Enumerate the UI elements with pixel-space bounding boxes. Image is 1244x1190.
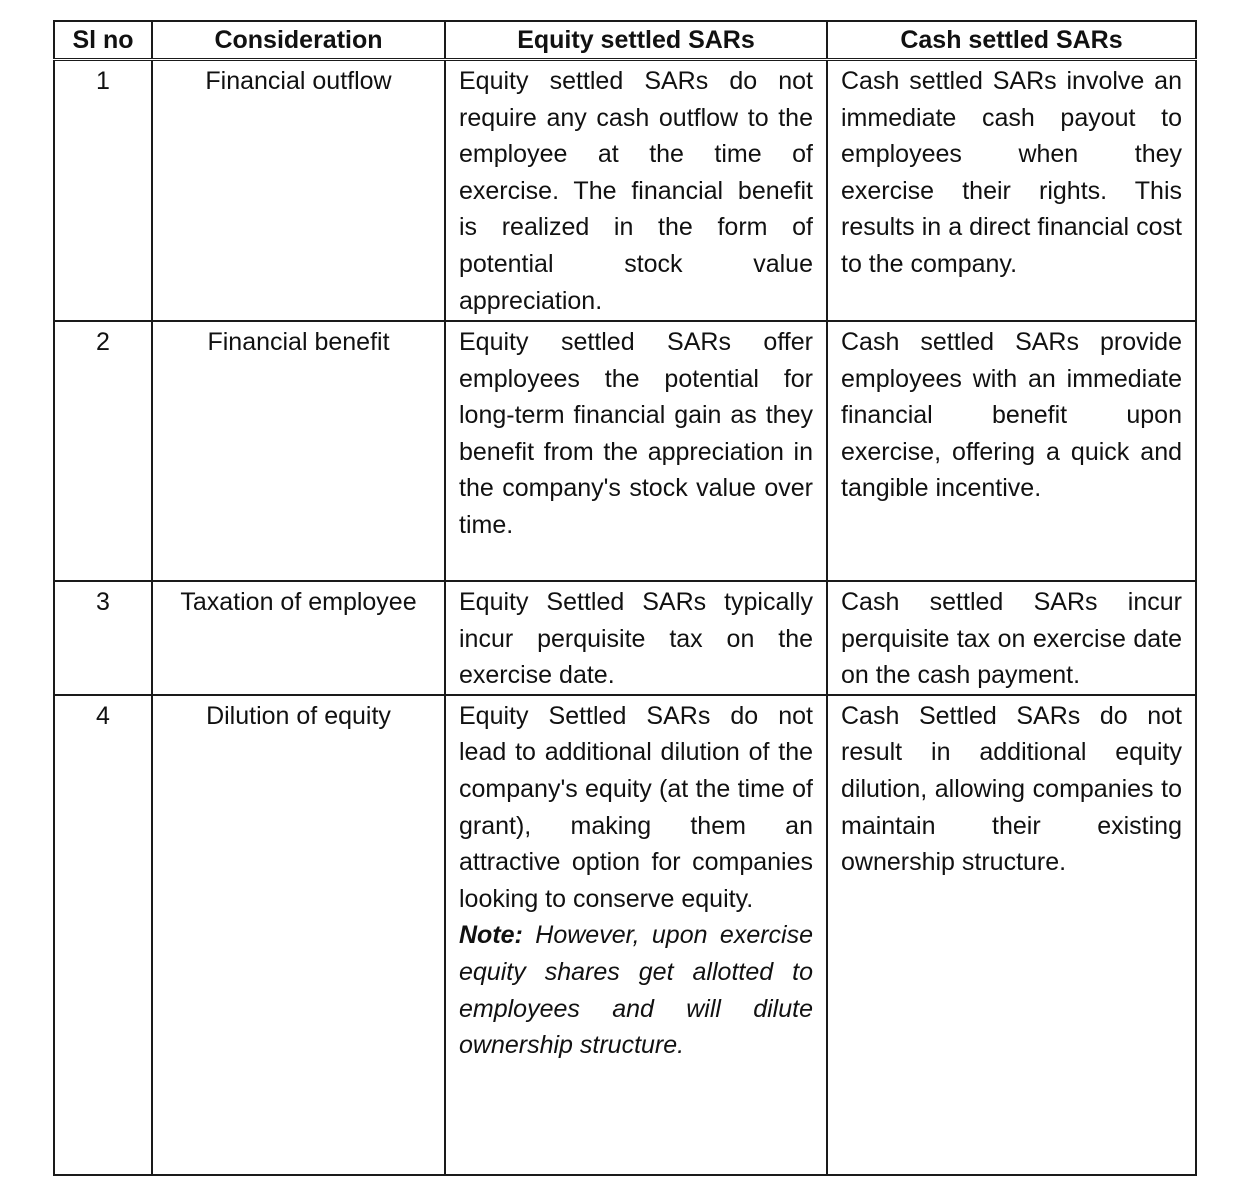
table-body xyxy=(54,60,1196,1175)
header-row xyxy=(54,21,1196,60)
row-consideration: Financial benefit xyxy=(152,321,445,581)
equity-note xyxy=(459,917,813,1063)
header-sl-no: Sl no xyxy=(54,21,152,60)
sar-comparison-table xyxy=(53,20,1197,1176)
row-cash-description: Cash Settled SARs do not result in additional equity dilution, allowing companies to maintain their existing ownership structure. xyxy=(827,695,1196,1175)
row-consideration: Taxation of employee xyxy=(152,581,445,695)
table-row xyxy=(54,581,1196,695)
row-sl-no: 1 xyxy=(54,60,152,322)
row-cash-description: Cash settled SARs provide employees with an immediate financial benefit upon exercise, offering a quick and tangible incentive. xyxy=(827,321,1196,581)
header-cash-settled: Cash settled SARs xyxy=(827,21,1196,60)
table-row xyxy=(54,321,1196,581)
row-consideration: Financial outflow xyxy=(152,60,445,322)
row-consideration: Dilution of equity xyxy=(152,695,445,1175)
row-equity-description-cell xyxy=(445,695,827,1175)
row-sl-no: 4 xyxy=(54,695,152,1175)
table-row xyxy=(54,695,1196,1175)
row-equity-description: Equity settled SARs do not require any cash outflow to the employee at the time of exercise. The financial benefit is realized in the form of potential stock value appreciation. xyxy=(445,60,827,322)
table-header xyxy=(54,21,1196,60)
header-equity-settled: Equity settled SARs xyxy=(445,21,827,60)
row-equity-description: Equity settled SARs offer employees the potential for long-term financial gain as they benefit from the appreciation in the company's stock value over time. xyxy=(445,321,827,581)
note-label: Note: xyxy=(459,921,523,950)
row-equity-description: Equity Settled SARs do not lead to additional dilution of the company's equity (at the time of grant), making them an attractive option for companies looking to conserve equity. xyxy=(459,701,813,913)
row-cash-description: Cash settled SARs incur perquisite tax on exercise date on the cash payment. xyxy=(827,581,1196,695)
note-text: However, upon exercise equity shares get allotted to employees and will dilute ownership structure. xyxy=(459,921,814,1060)
row-sl-no: 3 xyxy=(54,581,152,695)
row-sl-no: 2 xyxy=(54,321,152,581)
row-equity-description: Equity Settled SARs typically incur perquisite tax on the exercise date. xyxy=(445,581,827,695)
header-consideration: Consideration xyxy=(152,21,445,60)
row-cash-description: Cash settled SARs involve an immediate cash payout to employees when they exercise their rights. This results in a direct financial cost to the company. xyxy=(827,60,1196,322)
table-row xyxy=(54,60,1196,322)
